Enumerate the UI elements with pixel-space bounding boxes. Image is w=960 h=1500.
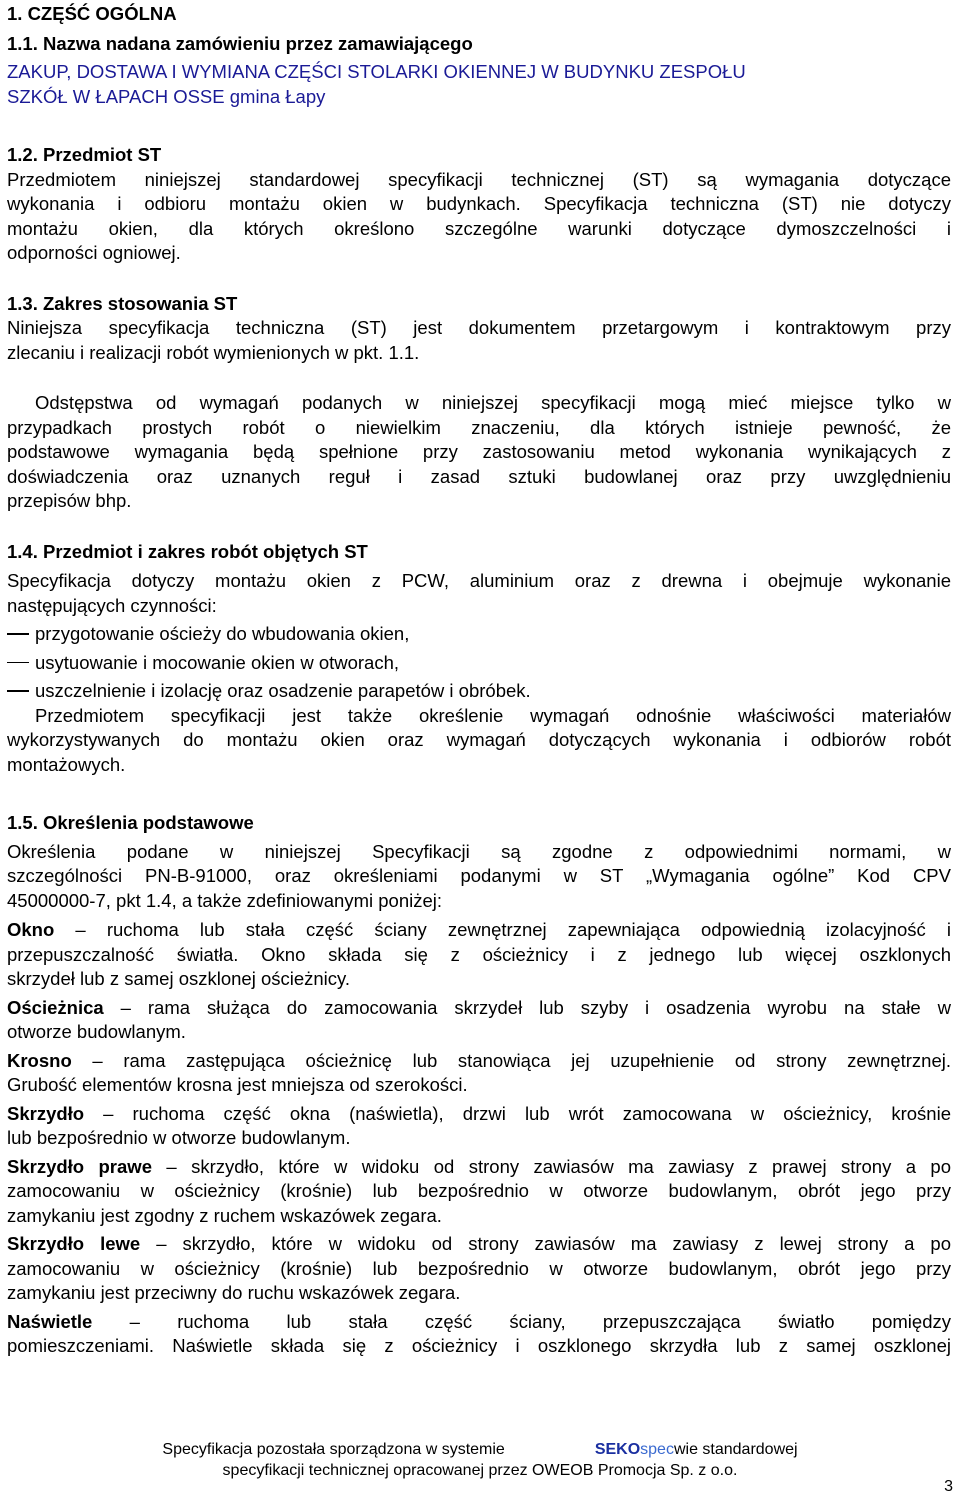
definition-text: – ruchoma lub stała część ściany zewnętrznej zapewniająca odpowiednią izolacyjność i — [54, 919, 951, 940]
definition-line — [7, 996, 951, 1021]
paragraph-line: 45000000-7, pkt 1.4, a także zdefiniowanymi poniżej: — [7, 889, 443, 911]
dash-bullet-icon — [7, 633, 29, 635]
definition-line: lub bezpośrednio w otworze budowlanym. — [7, 1127, 351, 1148]
list-item — [7, 651, 951, 676]
definition-line: zamykaniu jest zgodny z ruchem wskazówek zegara. — [7, 1204, 442, 1226]
subsection-heading: 1.5. Określenia podstawowe — [7, 812, 254, 833]
definition-text: – ruchoma lub stała część ściany, przepuszczająca światło pomiędzy — [92, 1310, 951, 1332]
dash-bullet-icon — [7, 662, 29, 664]
subsection-heading: 1.3. Zakres stosowania ST — [7, 292, 238, 314]
definition-line — [7, 1049, 951, 1074]
footer-text: wie standardowej — [673, 1441, 798, 1458]
list-item-text: usytuowanie i mocowanie okien w otworach, — [35, 651, 400, 673]
page-footer — [0, 1439, 960, 1481]
paragraph-line: wykonania i odbioru montażu okien w budynkach. Specyfikacja techniczna (ST) nie dotyczy — [7, 193, 951, 214]
definition-line: zamocowaniu w ościeżnicy (krośnie) lub bezpośrednio w otworze budowlanym, obrót jego przy — [7, 1257, 951, 1279]
paragraph-line: następujących czynności: — [7, 594, 217, 616]
definition-line: Grubość elementów krosna jest mniejsza od szerokości. — [7, 1074, 468, 1095]
definition-line — [7, 1102, 951, 1127]
paragraph-line: Przedmiotem specyfikacji jest także określenie wymagań odnośnie właściwości materiałów — [35, 704, 951, 726]
order-title-line: ZAKUP, DOSTAWA I WYMIANA CZĘŚCI STOLARKI OKIENNEJ W BUDYNKU ZESPOŁU — [7, 61, 746, 82]
section-heading: 1. CZĘŚĆ OGÓLNA — [7, 3, 177, 24]
paragraph-line: montażu okien, dla których określono szczególne warunki dotyczące dymoszczelności i — [7, 217, 951, 239]
definition-line: pomieszczeniami. Naświetle składa się z ościeżnicy i oszklonego skrzydła lub z samej oszklonej — [7, 1335, 951, 1356]
definition-text: – skrzydło, które w widoku od strony zawiasów ma zawiasy z lewej strony a po — [140, 1233, 951, 1254]
paragraph-line: przepisów bhp. — [7, 490, 132, 511]
paragraph-line: Specyfikacja dotyczy montażu okien z PCW, aluminium oraz z drewna i obejmuje wykonanie — [7, 570, 951, 591]
definition-text: – ruchoma część okna (naświetla), drzwi lub wrót zamocowana w ościeżnicy, krośnie — [84, 1102, 951, 1124]
definition-line — [7, 1155, 951, 1180]
paragraph-line: szczególności PN-B-91000, oraz określeniami podanymi w ST „Wymagania ogólne” Kod CPV — [7, 865, 951, 886]
paragraph-line: doświadczenia oraz uznanych reguł i zasad sztuki budowlanej oraz przy uwzględnieniu — [7, 465, 951, 487]
list-item-text: uszczelnienie i izolację oraz osadzenie parapetów i obróbek. — [35, 680, 531, 701]
definition-line: przepuszczalność światła. Okno składa się z ościeżnicy i z jednego lub więcej oszklonych — [7, 943, 951, 965]
footer-text: Specyfikacja pozostała sporządzona w systemie — [162, 1441, 505, 1458]
paragraph-line: podstawowe wymagania będą spełnione przy zastosowaniu metod wykonania wynikających z — [7, 441, 951, 462]
paragraph-line: Odstępstwa od wymagań podanych w niniejszej specyfikacji mogą mieć miejsce tylko w — [35, 392, 951, 413]
definition-text: – rama zastępująca ościeżnicę lub stanowiąca jej uzupełnienie od strony zewnętrznej. — [71, 1049, 951, 1071]
paragraph-line: odporności ogniowej. — [7, 242, 181, 263]
definition-term: Okno — [7, 919, 55, 940]
list-item — [7, 622, 951, 647]
dash-bullet-icon — [7, 690, 29, 692]
definition-line — [7, 1232, 951, 1257]
paragraph-line: Przedmiotem niniejszej standardowej specyfikacji technicznej (ST) są wymagania dotyczące — [7, 168, 951, 190]
order-title-line: SZKÓŁ W ŁAPACH OSSE gmina Łapy — [7, 85, 326, 107]
definition-line: zamykaniu jest przeciwny do ruchu wskazówek zegara. — [7, 1282, 461, 1303]
footer-line — [0, 1439, 960, 1460]
definition-term: Krosno — [7, 1049, 72, 1071]
definition-term: Skrzydło lewe — [7, 1233, 141, 1254]
definition-line — [7, 918, 951, 943]
page-number: 3 — [944, 1478, 953, 1495]
list-item — [7, 679, 951, 704]
paragraph-line: Określenia podane w niniejszej Specyfikacji są zgodne z odpowiednimi normami, w — [7, 840, 951, 862]
definition-term: Skrzydło prawe — [7, 1155, 152, 1177]
list-item-text: przygotowanie ościeży do wbudowania okien, — [35, 623, 410, 644]
paragraph-line: montażowych. — [7, 753, 126, 775]
footer-line: specyfikacji technicznej opracowanej przez OWEOB Promocja Sp. z o.o. — [222, 1462, 738, 1479]
definition-text: – rama służąca do zamocowania skrzydeł lub szyby i osadzenia wyrobu na stałe w — [103, 996, 951, 1018]
definition-line — [7, 1310, 951, 1335]
definition-line: skrzydeł lub z samej oszklonej ościeżnicy. — [7, 968, 351, 989]
paragraph-line: wykorzystywanych do montażu okien oraz wymagań dotyczących wykonania i odbiorów robót — [7, 729, 951, 750]
definition-term: Ościeżnica — [7, 996, 104, 1018]
subsection-heading: 1.4. Przedmiot i zakres robót objętych ST — [7, 540, 368, 562]
document-page — [7, 2, 951, 1359]
definition-line: otworze budowlanym. — [7, 1021, 186, 1042]
paragraph-line: zlecaniu i realizacji robót wymienionych w pkt. 1.1. — [7, 341, 420, 363]
brand-logo-spec: spec — [640, 1441, 674, 1458]
subsection-heading: 1.1. Nazwa nadana zamówieniu przez zamawiającego — [7, 32, 473, 54]
definition-term: Naświetle — [7, 1310, 93, 1332]
paragraph-line: przypadkach prostych robót o niewielkim znaczeniu, dla których istnieje pewność, że — [7, 416, 951, 438]
brand-logo-seko: SEKO — [594, 1441, 641, 1458]
definition-line: zamocowaniu w ościeżnicy (krośnie) lub bezpośrednio w otworze budowlanym, obrót jego przy — [7, 1180, 951, 1201]
subsection-heading: 1.2. Przedmiot ST — [7, 144, 162, 165]
paragraph-line: Niniejsza specyfikacja techniczna (ST) jest dokumentem przetargowym i kontraktowym przy — [7, 317, 951, 338]
definition-term: Skrzydło — [7, 1102, 85, 1124]
definition-text: – skrzydło, które w widoku od strony zawiasów ma zawiasy z prawej strony a po — [151, 1155, 952, 1177]
